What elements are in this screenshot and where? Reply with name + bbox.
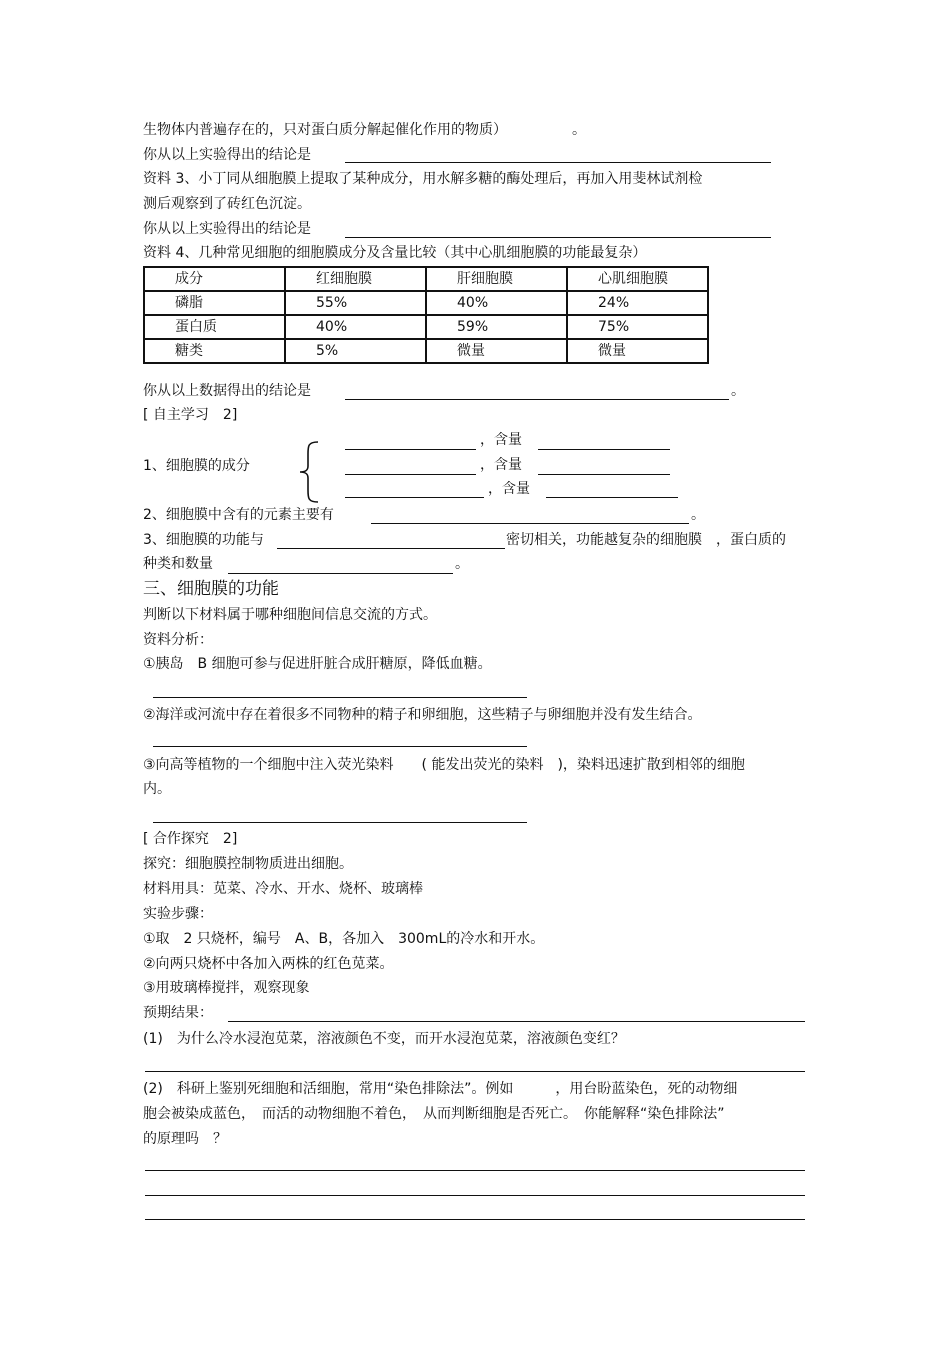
post-question-2-line2: 胞会被染成蓝色， 而活的动物细胞不着色， 从而判断细胞是否死亡。 你能解释“染色排除法”	[143, 1106, 725, 1122]
data-conclusion-prompt: 你从以上数据得出的结论是	[143, 383, 311, 399]
steps-title: 实验步骤：	[143, 906, 213, 922]
answer-line-pq2[interactable]	[145, 1170, 805, 1171]
table-header-cell: 心肌细胞膜	[567, 267, 708, 291]
brace-icon	[296, 440, 324, 504]
question-1: 1、细胞膜的成分	[143, 458, 250, 474]
material4-heading: 资料 4、几种常见细胞的细胞膜成分及含量比较（其中心肌细胞膜的功能最复杂）	[143, 245, 647, 261]
post-question-2-line1: (2) 科研上鉴别死细胞和活细胞，常用“染色排除法”。例如 ，用台盼蓝染色，死的动物细	[143, 1081, 738, 1097]
table-header-cell: 红细胞膜	[285, 267, 426, 291]
content-label: ，含量	[480, 457, 522, 473]
table-header-row	[144, 267, 708, 291]
table-cell: 5%	[285, 339, 426, 363]
answer-line-2[interactable]	[345, 237, 771, 238]
post-question-1: (1) 为什么冷水浸泡苋菜，溶液颜色不变，而开水浸泡苋菜，溶液颜色变红？	[143, 1031, 625, 1047]
table-cell: 40%	[285, 315, 426, 339]
table-cell: 磷脂	[144, 291, 285, 315]
answer-line-3[interactable]	[345, 399, 729, 400]
question-3-part1: 3、细胞膜的功能与	[143, 532, 264, 548]
answer-line-function[interactable]	[277, 548, 505, 549]
table-cell: 59%	[426, 315, 567, 339]
table-header-cell: 肝细胞膜	[426, 267, 567, 291]
content-label: ，含量	[480, 432, 522, 448]
explore-topic: 探究：细胞膜控制物质进出细胞。	[143, 856, 353, 872]
coop-heading: [ 合作探究 2]	[143, 831, 238, 847]
answer-line-pq1[interactable]	[145, 1071, 805, 1072]
material2-tail: 生物体内普遍存在的，只对蛋白质分解起催化作用的物质）	[143, 122, 507, 138]
self-study-heading: [ 自主学习 2]	[143, 407, 238, 423]
period: 。	[572, 122, 586, 138]
table-header-cell: 成分	[144, 267, 285, 291]
answer-line-m2[interactable]	[153, 746, 527, 747]
material-3-line1: ③向高等植物的一个细胞中注入荧光染料 ( 能发出荧光的染料 )，染料迅速扩散到相邻的细胞	[143, 757, 745, 773]
step-3: ③用玻璃棒搅拌，观察现象	[143, 980, 310, 996]
component-line[interactable]	[345, 474, 476, 475]
table-cell: 微量	[567, 339, 708, 363]
component-line[interactable]	[345, 497, 484, 498]
content-line[interactable]	[538, 449, 670, 450]
period: 。	[691, 507, 705, 523]
expected-results-label: 预期结果：	[143, 1005, 213, 1021]
judge-instruction: 判断以下材料属于哪种细胞间信息交流的方式。	[143, 607, 437, 623]
post-question-2-line3: 的原理吗 ？	[143, 1131, 227, 1147]
table-cell: 24%	[567, 291, 708, 315]
content-line[interactable]	[538, 474, 670, 475]
table-row	[144, 291, 708, 315]
table-cell: 微量	[426, 339, 567, 363]
content-label: ，含量	[488, 481, 530, 497]
section-3-title: 三、细胞膜的功能	[143, 579, 279, 599]
table-row	[144, 315, 708, 339]
answer-line-protein[interactable]	[228, 573, 453, 574]
answer-line-pq2[interactable]	[145, 1195, 805, 1196]
component-line[interactable]	[345, 449, 476, 450]
material-2: ②海洋或河流中存在着很多不同物种的精子和卵细胞，这些精子与卵细胞并没有发生结合。	[143, 707, 702, 723]
table-cell: 55%	[285, 291, 426, 315]
conclusion-prompt-2: 你从以上实验得出的结论是	[143, 221, 311, 237]
content-line[interactable]	[546, 497, 678, 498]
analysis-label: 资料分析：	[143, 632, 213, 648]
table-cell: 蛋白质	[144, 315, 285, 339]
answer-line-elements[interactable]	[371, 523, 689, 524]
period: 。	[731, 383, 745, 399]
material-1: ①胰岛 B 细胞可参与促进肝脏合成肝糖原，降低血糖。	[143, 656, 492, 672]
answer-line-1[interactable]	[345, 162, 771, 163]
question-2: 2、细胞膜中含有的元素主要有	[143, 507, 334, 523]
step-1: ①取 2 只烧杯，编号 A、B，各加入 300mL的冷水和开水。	[143, 931, 545, 947]
answer-line-expected[interactable]	[228, 1021, 805, 1022]
conclusion-prompt-1: 你从以上实验得出的结论是	[143, 147, 311, 163]
table-cell: 75%	[567, 315, 708, 339]
materials: 材料用具：苋菜、冷水、开水、烧杯、玻璃棒	[143, 881, 423, 897]
material3-line1: 资料 3、小丁同从细胞膜上提取了某种成分，用水解多糖的酶处理后，再加入用斐林试剂检	[143, 171, 703, 187]
table-cell: 糖类	[144, 339, 285, 363]
table-row	[144, 339, 708, 363]
question-3-part2: 密切相关，功能越复杂的细胞膜 ，蛋白质的	[506, 532, 786, 548]
answer-line-m1[interactable]	[153, 697, 527, 698]
period: 。	[455, 556, 469, 572]
material-3-line2: 内。	[143, 781, 171, 797]
answer-line-m3[interactable]	[153, 822, 527, 823]
membrane-composition-table	[143, 266, 709, 364]
question-3-line2: 种类和数量	[143, 556, 213, 572]
material3-line2: 测后观察到了砖红色沉淀。	[143, 196, 311, 212]
answer-line-pq2[interactable]	[145, 1219, 805, 1220]
step-2: ②向两只烧杯中各加入两株的红色苋菜。	[143, 956, 394, 972]
table-cell: 40%	[426, 291, 567, 315]
